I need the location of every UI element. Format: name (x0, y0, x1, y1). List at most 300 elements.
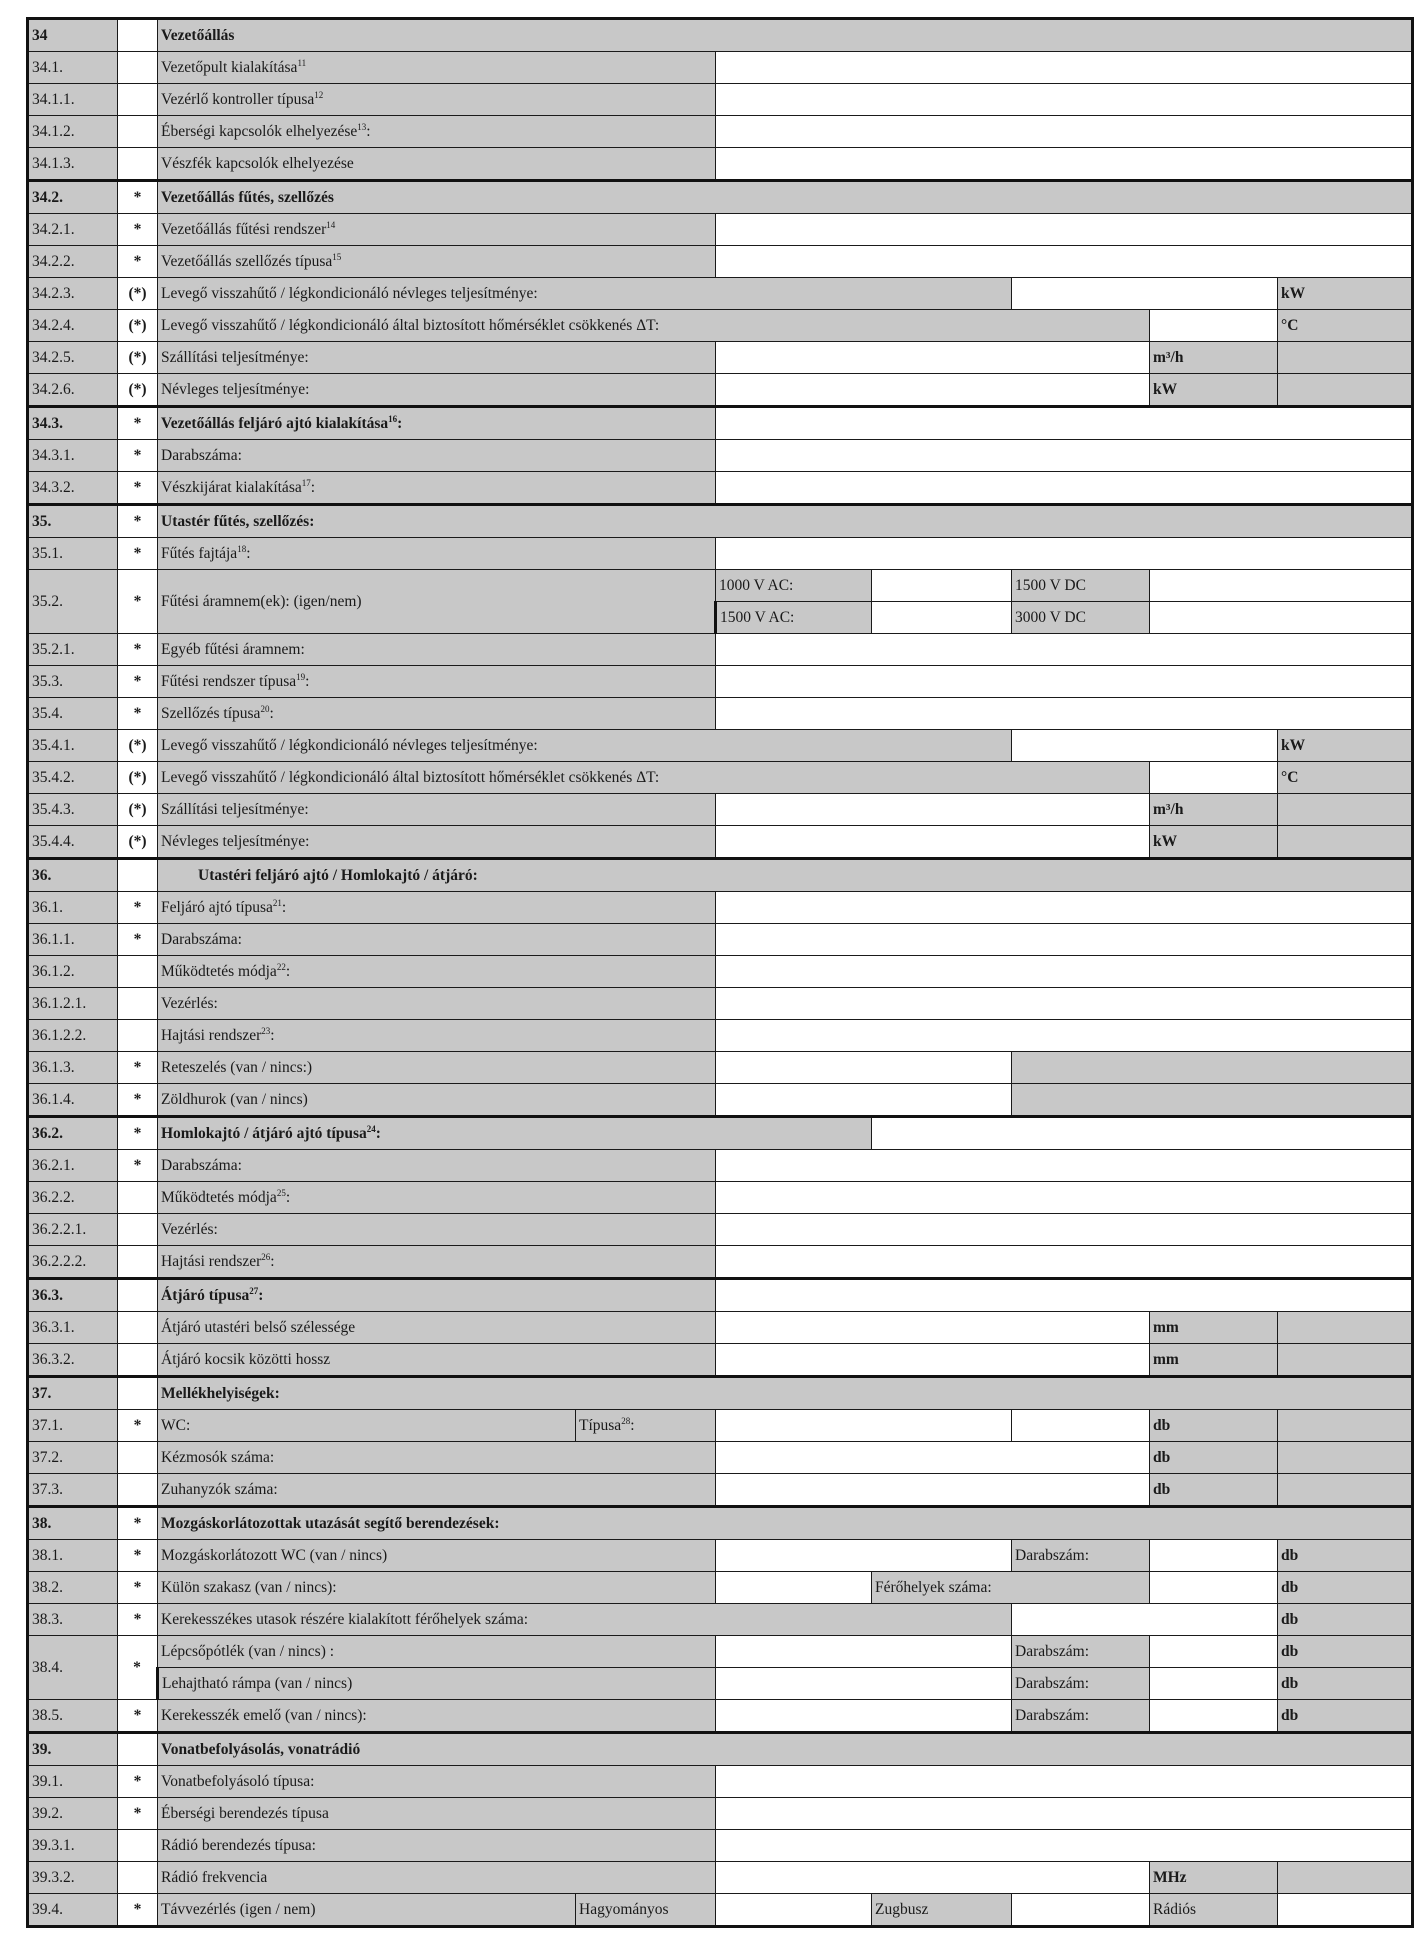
input-field[interactable] (118, 1246, 158, 1279)
field-label (158, 472, 716, 505)
input-field[interactable] (118, 1214, 158, 1246)
field-label (158, 374, 716, 407)
input-field[interactable] (716, 116, 1413, 148)
input-field[interactable] (118, 1377, 158, 1410)
form-row (28, 342, 1413, 374)
required-marker: * (118, 892, 158, 924)
footnote-ref: 20 (260, 703, 270, 714)
label-text: 38.2. (32, 1578, 63, 1596)
label-text: 35. (32, 512, 52, 530)
label-text: Lépcsőpótlék (van / nincs) : (161, 1642, 335, 1660)
label-text: 35.4.1. (32, 736, 75, 754)
form-row (28, 1572, 1413, 1604)
input-field[interactable] (1012, 278, 1278, 310)
item-number (28, 762, 118, 794)
required-marker: * (118, 181, 158, 214)
required-marker: * (118, 214, 158, 246)
input-field[interactable] (716, 1214, 1413, 1246)
form-row (28, 52, 1413, 84)
label-text: Hajtási rendszer (161, 1252, 262, 1270)
label-text: 34 (32, 26, 48, 44)
label-colon: : (285, 1188, 291, 1206)
input-field[interactable] (716, 1894, 872, 1927)
required-marker: * (118, 1084, 158, 1117)
field-label (1012, 1540, 1150, 1572)
input-field[interactable] (1150, 1700, 1278, 1733)
input-field[interactable] (716, 342, 1150, 374)
label-text: Vészfék kapcsolók elhelyezése (161, 154, 354, 172)
required-marker: * (118, 698, 158, 730)
input-field[interactable] (716, 1052, 1012, 1084)
unit-label: db (1278, 1604, 1413, 1636)
field-label (158, 116, 716, 148)
shaded-cell (1278, 1312, 1413, 1344)
input-field[interactable] (118, 52, 158, 84)
form-table (26, 17, 1414, 1928)
input-field[interactable] (716, 538, 1413, 570)
label-text: 34.2. (32, 188, 63, 206)
label-text: 36.2. (32, 1124, 63, 1142)
item-number (28, 407, 118, 440)
input-field[interactable] (118, 84, 158, 116)
input-field[interactable] (118, 1279, 158, 1312)
input-field[interactable] (716, 1312, 1150, 1344)
input-field[interactable] (1012, 1604, 1278, 1636)
label-text: Vezérlés: (161, 994, 218, 1012)
input-field[interactable] (716, 794, 1150, 826)
label-text: 34.2.4. (32, 316, 75, 334)
shaded-cell (1012, 1084, 1413, 1117)
field-label (158, 956, 716, 988)
input-field[interactable] (118, 1182, 158, 1214)
form-row (28, 116, 1413, 148)
required-marker: (*) (118, 730, 158, 762)
required-marker: * (118, 1117, 158, 1150)
field-label (576, 1894, 716, 1927)
vehicle-data-form (26, 17, 1306, 1928)
label-text: Homlokajtó / átjáró ajtó típusa (161, 1124, 367, 1142)
field-label (716, 602, 872, 634)
item-number (28, 730, 118, 762)
input-field[interactable] (716, 1636, 1012, 1668)
field-label (158, 538, 716, 570)
field-label (158, 440, 716, 472)
field-label (158, 246, 716, 278)
input-field[interactable] (716, 472, 1413, 505)
input-field[interactable] (716, 1766, 1413, 1798)
input-field[interactable] (1150, 310, 1278, 342)
form-row (28, 666, 1413, 698)
field-label (576, 1410, 716, 1442)
input-field[interactable] (118, 1020, 158, 1052)
field-label (1012, 1700, 1150, 1733)
unit-label: MHz (1150, 1862, 1278, 1894)
footnote-ref: 28 (621, 1415, 631, 1426)
field-label (158, 1150, 716, 1182)
input-field[interactable] (716, 52, 1413, 84)
input-field[interactable] (872, 1117, 1413, 1150)
item-number (28, 310, 118, 342)
input-field[interactable] (118, 1862, 158, 1894)
form-row (28, 1668, 1413, 1700)
input-field[interactable] (1150, 762, 1278, 794)
input-field[interactable] (1150, 602, 1413, 634)
input-field[interactable] (118, 956, 158, 988)
item-number (28, 634, 118, 666)
shaded-cell (1278, 1474, 1413, 1507)
item-number (28, 538, 118, 570)
footnote-ref: 12 (314, 89, 324, 100)
label-text: Működtetés módja (161, 1188, 277, 1206)
input-field[interactable] (118, 1442, 158, 1474)
field-label (158, 84, 716, 116)
input-field[interactable] (118, 148, 158, 181)
input-field[interactable] (716, 634, 1413, 666)
label-text: Hajtási rendszer (161, 1026, 262, 1044)
label-text: Távvezérlés (igen / nem) (161, 1900, 316, 1918)
label-text: 36.1.1. (32, 930, 75, 948)
unit-label: kW (1150, 826, 1278, 859)
field-label (158, 1507, 1413, 1540)
unit-label: db (1278, 1668, 1413, 1700)
form-row (28, 1182, 1413, 1214)
label-text: Reteszelés (van / nincs:) (161, 1058, 313, 1076)
shaded-cell (1278, 1442, 1413, 1474)
label-text: Vezetőpult kialakítása (161, 58, 298, 76)
label-text: 37.1. (32, 1416, 63, 1434)
input-field[interactable] (716, 1572, 872, 1604)
label-text: Darabszám: (1015, 1546, 1090, 1564)
item-number (28, 1020, 118, 1052)
form-row (28, 1474, 1413, 1507)
form-row (28, 1344, 1413, 1377)
form-row (28, 1410, 1413, 1442)
label-text: 39.4. (32, 1900, 63, 1918)
input-field[interactable] (716, 214, 1413, 246)
form-row (28, 1604, 1413, 1636)
form-row (28, 1084, 1413, 1117)
label-colon: : (269, 704, 274, 722)
label-text: 36. (32, 866, 52, 884)
label-text: Vezérlés: (161, 1220, 218, 1238)
label-text: 34.2.2. (32, 252, 75, 270)
footnote-ref: 24 (366, 1123, 376, 1134)
input-field[interactable] (118, 116, 158, 148)
label-colon: : (366, 122, 371, 140)
label-text: Éberségi berendezés típusa (161, 1804, 329, 1822)
item-number (28, 794, 118, 826)
label-text: Vonatbefolyásoló típusa: (161, 1772, 315, 1790)
item-number (28, 1572, 118, 1604)
unit-label: m³/h (1150, 342, 1278, 374)
input-field[interactable] (872, 602, 1012, 634)
input-field[interactable] (716, 84, 1413, 116)
form-row (28, 762, 1413, 794)
input-field[interactable] (1150, 570, 1413, 602)
label-text: Működtetés módja (161, 962, 277, 980)
unit-label: mm (1150, 1344, 1278, 1377)
input-field[interactable] (716, 1150, 1413, 1182)
input-field[interactable] (118, 859, 158, 892)
form-row (28, 1246, 1413, 1279)
form-row (28, 246, 1413, 278)
field-label (158, 278, 1012, 310)
label-text: 34.3. (32, 414, 63, 432)
required-marker: * (118, 1572, 158, 1604)
label-text: Darabszám: (1015, 1674, 1090, 1692)
label-text: 36.1.2.2. (32, 1026, 87, 1044)
form-row (28, 1636, 1413, 1668)
shaded-cell (1012, 1052, 1413, 1084)
label-text: Utastér fűtés, szellőzés: (161, 512, 315, 530)
input-field[interactable] (716, 1246, 1413, 1279)
unit-label: db (1150, 1442, 1278, 1474)
input-field[interactable] (716, 1084, 1012, 1117)
field-label (158, 310, 1150, 342)
field-label (158, 698, 716, 730)
input-field[interactable] (1012, 1410, 1150, 1442)
input-field[interactable] (118, 988, 158, 1020)
label-text: 37.3. (32, 1480, 63, 1498)
label-text: 39.1. (32, 1772, 63, 1790)
input-field[interactable] (716, 698, 1413, 730)
form-row (28, 1830, 1413, 1862)
item-number (28, 278, 118, 310)
input-field[interactable] (716, 1474, 1150, 1507)
item-number (28, 374, 118, 407)
label-text: Darabszáma: (161, 930, 242, 948)
item-number (28, 1052, 118, 1084)
footnote-ref: 11 (297, 57, 307, 68)
form-row (28, 1700, 1413, 1733)
required-marker: * (118, 1700, 158, 1733)
label-text: Vezetőállás feljáró ajtó kialakítása (161, 414, 389, 432)
footnote-ref: 23 (261, 1025, 271, 1036)
footnote-ref: 19 (296, 671, 306, 682)
item-number (28, 116, 118, 148)
input-field[interactable] (716, 1279, 1413, 1312)
input-field[interactable] (118, 1344, 158, 1377)
label-text: 3000 V DC (1015, 608, 1086, 626)
field-label (1150, 1894, 1278, 1927)
form-row (28, 1894, 1413, 1927)
field-label (158, 924, 716, 956)
item-number (28, 1214, 118, 1246)
item-number (28, 472, 118, 505)
input-field[interactable] (716, 892, 1413, 924)
input-field[interactable] (118, 1830, 158, 1862)
label-colon: : (310, 478, 316, 496)
input-field[interactable] (1012, 730, 1278, 762)
field-label (158, 342, 716, 374)
field-label (158, 1862, 716, 1894)
required-marker: * (118, 634, 158, 666)
input-field[interactable] (716, 826, 1150, 859)
label-text: 36.1.2. (32, 962, 75, 980)
form-row (28, 1507, 1413, 1540)
input-field[interactable] (716, 1344, 1150, 1377)
field-label (158, 1733, 1413, 1766)
input-field[interactable] (716, 1830, 1413, 1862)
item-number (28, 570, 118, 634)
required-marker: * (118, 924, 158, 956)
required-marker: * (118, 570, 158, 634)
item-number (28, 1442, 118, 1474)
label-text: Zugbusz (875, 1900, 929, 1918)
label-text: Darabszám: (1015, 1642, 1090, 1660)
item-number (28, 826, 118, 859)
label-text: 34.2.5. (32, 348, 75, 366)
item-number (28, 924, 118, 956)
field-label (158, 1636, 716, 1668)
footnote-ref: 14 (326, 219, 336, 230)
label-text: Utastéri feljáró ajtó / Homlokajtó / átjáró: (198, 866, 478, 884)
form-row (28, 1052, 1413, 1084)
shaded-cell (1278, 374, 1413, 407)
item-number (28, 1540, 118, 1572)
input-field[interactable] (716, 440, 1413, 472)
label-text: 1500 V AC: (720, 608, 795, 626)
input-field[interactable] (716, 1700, 1012, 1733)
item-number (28, 1279, 118, 1312)
input-field[interactable] (716, 374, 1150, 407)
label-text: 39.2. (32, 1804, 63, 1822)
input-field[interactable] (118, 19, 158, 52)
label-colon: : (270, 1026, 275, 1044)
input-field[interactable] (872, 570, 1012, 602)
input-field[interactable] (716, 1798, 1413, 1830)
label-text: Kerekesszékes utasok részére kialakított férőhelyek száma: (161, 1610, 529, 1628)
item-number (28, 1733, 118, 1766)
label-text: 34.1.1. (32, 90, 75, 108)
form-row (28, 214, 1413, 246)
label-text: Rádió frekvencia (161, 1868, 268, 1886)
input-field[interactable] (118, 1474, 158, 1507)
item-number (28, 1604, 118, 1636)
form-row (28, 1798, 1413, 1830)
required-marker: * (118, 440, 158, 472)
label-text: Vezetőállás fűtés, szellőzés (161, 188, 334, 206)
input-field[interactable] (118, 1312, 158, 1344)
label-text: 35.4.4. (32, 832, 75, 850)
form-row (28, 570, 1413, 602)
required-marker: (*) (118, 342, 158, 374)
required-marker: * (118, 1894, 158, 1927)
input-field[interactable] (1012, 1894, 1150, 1927)
field-label (158, 1668, 716, 1700)
form-row (28, 826, 1413, 859)
label-text: 1000 V AC: (719, 576, 794, 594)
label-text: Átjáró utastéri belső szélessége (161, 1318, 356, 1336)
input-field[interactable] (716, 988, 1413, 1020)
input-field[interactable] (716, 1862, 1150, 1894)
input-field[interactable] (716, 1442, 1150, 1474)
input-field[interactable] (716, 956, 1413, 988)
field-label (158, 181, 1413, 214)
label-colon: : (375, 1124, 381, 1142)
label-text: Fűtési áramnem(ek): (igen/nem) (161, 592, 362, 610)
input-field[interactable] (1150, 1636, 1278, 1668)
field-label (158, 52, 716, 84)
input-field[interactable] (716, 148, 1413, 181)
input-field[interactable] (716, 1668, 1012, 1700)
shaded-cell (1278, 1410, 1413, 1442)
form-row (28, 1540, 1413, 1572)
input-field[interactable] (716, 1410, 1012, 1442)
field-label (158, 1572, 716, 1604)
input-field[interactable] (716, 1182, 1413, 1214)
input-field[interactable] (118, 1733, 158, 1766)
field-label (158, 1052, 716, 1084)
required-marker: * (118, 1410, 158, 1442)
field-label (158, 1117, 872, 1150)
required-marker: * (118, 538, 158, 570)
input-field[interactable] (716, 407, 1413, 440)
field-label (158, 1540, 716, 1572)
form-row (28, 278, 1413, 310)
shaded-cell (1278, 342, 1413, 374)
label-text: 34.1.2. (32, 122, 75, 140)
field-label (158, 1084, 716, 1117)
input-field[interactable] (716, 666, 1413, 698)
field-label (158, 505, 1413, 538)
label-text: Szállítási teljesítménye: (161, 800, 309, 818)
input-field[interactable] (1150, 1572, 1278, 1604)
label-text: Fűtés fajtája (161, 544, 238, 562)
field-label (158, 634, 716, 666)
item-number (28, 1700, 118, 1733)
item-number (28, 1636, 118, 1700)
field-label (158, 1377, 1413, 1410)
item-number (28, 956, 118, 988)
form-row (28, 19, 1413, 52)
label-colon: : (285, 962, 291, 980)
label-text: Rádió berendezés típusa: (161, 1836, 316, 1854)
input-field[interactable] (1278, 1894, 1413, 1927)
label-text: 35.4.3. (32, 800, 75, 818)
item-number (28, 440, 118, 472)
form-row (28, 698, 1413, 730)
input-field[interactable] (1150, 1668, 1278, 1700)
label-colon: : (305, 672, 310, 690)
form-row (28, 505, 1413, 538)
unit-label: °C (1278, 762, 1413, 794)
input-field[interactable] (716, 924, 1413, 956)
input-field[interactable] (1150, 1540, 1278, 1572)
label-text: 36.2.2.1. (32, 1220, 87, 1238)
unit-label: kW (1150, 374, 1278, 407)
label-text: 34.1. (32, 58, 63, 76)
item-number (28, 1766, 118, 1798)
form-row (28, 892, 1413, 924)
form-row (28, 1279, 1413, 1312)
input-field[interactable] (716, 1020, 1413, 1052)
label-text: Egyéb fűtési áramnem: (161, 640, 305, 658)
label-text: Levegő visszahűtő / légkondicionáló által biztosított hőmérséklet csökkenés ΔT: (161, 316, 660, 334)
label-text: Levegő visszahűtő / légkondicionáló névleges teljesítménye: (161, 736, 538, 754)
input-field[interactable] (716, 1540, 1012, 1572)
item-number (28, 1830, 118, 1862)
label-text: 38.5. (32, 1706, 63, 1724)
label-text: Vészkijárat kialakítása (161, 478, 302, 496)
field-label (1012, 1636, 1150, 1668)
form-row (28, 1766, 1413, 1798)
form-row (28, 374, 1413, 407)
input-field[interactable] (716, 246, 1413, 278)
form-row (28, 181, 1413, 214)
required-marker: * (118, 407, 158, 440)
label-text: 39.3.1. (32, 1836, 75, 1854)
